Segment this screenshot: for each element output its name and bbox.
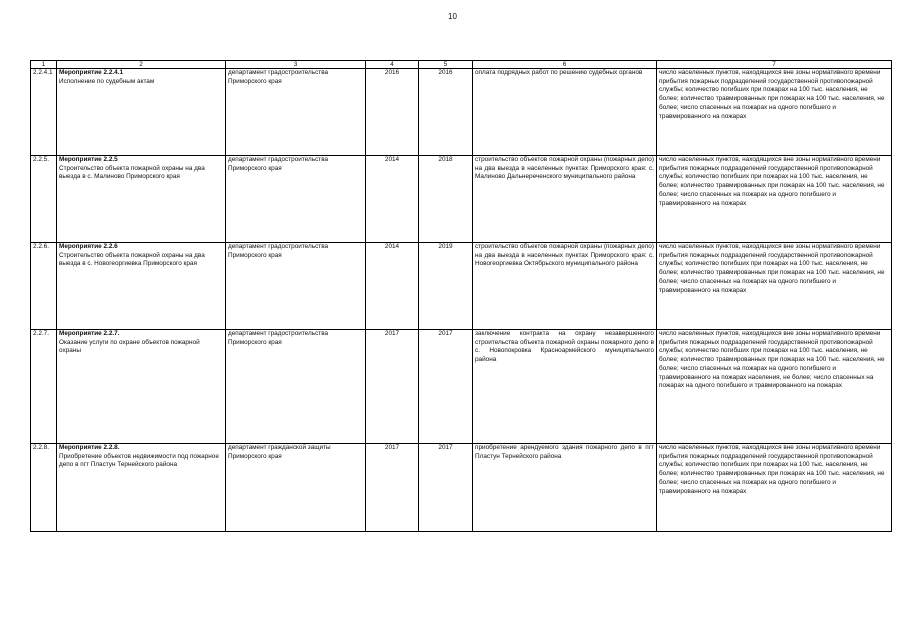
indicator: число населенных пунктов, находящихся вне зоны нормативного времени прибытия пожарных подразделений государственной противопожарной службы; количество погибших при пожарах на 100 тыс. населения, не более; количество травмированных при пожарах на 100 тыс. населения, не более; число спасенных на пожарах на одного погибшего и травмированного на пожарах (657, 156, 892, 243)
description: оплата подрядных работ по решению судебных органов (473, 69, 657, 156)
end-year: 2017 (419, 444, 473, 532)
measure-cell (57, 156, 226, 243)
header-cell: 3 (226, 61, 366, 69)
table-row (31, 69, 892, 156)
indicator: число населенных пунктов, находящихся вне зоны нормативного времени прибытия пожарных подразделений государственной противопожарной службы; количество погибших при пожарах на 100 тыс. населения, не более; количество травмированных при пожарах на 100 тыс. населения, не более; число спасенных на пожарах на одного погибшего и травмированного на пожарах населения, не более; число спасенных на пожарах на одного погибшего и травмированного на пожарах (657, 330, 892, 444)
measure-cell (57, 330, 226, 444)
measure-title: Мероприятие 2.2.8. (59, 444, 120, 451)
header-cell: 4 (366, 61, 419, 69)
row-number: 2.2.6. (31, 243, 57, 330)
header-cell: 1 (31, 61, 57, 69)
measure-title: Мероприятие 2.2.6 (59, 243, 118, 250)
table-row (31, 156, 892, 243)
end-year: 2018 (419, 156, 473, 243)
measure-title: Мероприятие 2.2.4.1 (59, 69, 124, 76)
row-number: 2.2.8. (31, 444, 57, 532)
row-number: 2.2.7. (31, 330, 57, 444)
page-number: 10 (448, 12, 457, 21)
measures-table (30, 60, 892, 532)
measure-title: Мероприятие 2.2.7. (59, 330, 120, 337)
header-row (31, 61, 892, 69)
measure-subtitle: Исполнение по судебным актам (59, 77, 155, 85)
end-year: 2017 (419, 330, 473, 444)
description: заключение контракта на охрану незавершенного строительства объекта пожарной охраны пожарного депо в с. Новопокровка Красноармейского муниципального района (473, 330, 657, 444)
header-cell: 2 (57, 61, 226, 69)
start-year: 2017 (366, 330, 419, 444)
table-row (31, 330, 892, 444)
measure-title: Мероприятие 2.2.5 (59, 156, 118, 163)
indicator: число населенных пунктов, находящихся вне зоны нормативного времени прибытия пожарных подразделений государственной противопожарной службы; количество погибших при пожарах на 100 тыс. населения, не более; количество травмированных при пожарах на 100 тыс. населения, не более; число спасенных на пожарах на одного погибшего и травмированного на пожарах (657, 444, 892, 532)
row-number: 2.2.4.1 (31, 69, 57, 156)
department: департамент градостроительства Приморского края (226, 69, 366, 156)
measure-subtitle: Строительство объекта пожарной охраны на два выезда в с. Новогеоргиевка Приморского края (59, 251, 205, 268)
measure-cell (57, 243, 226, 330)
measure-subtitle: Приобретение объектов недвижимости под пожарное депо в пгт Пластун Тернейского района (59, 452, 219, 469)
header-cell: 5 (419, 61, 473, 69)
start-year: 2016 (366, 69, 419, 156)
department: департамент градостроительства Приморского края (226, 330, 366, 444)
description: строительство объектов пожарной охраны (пожарных депо) на два выезда в населенных пунктах Приморского края: с. Новогеоргиевка Октябрьского муниципального района (473, 243, 657, 330)
description: строительство объектов пожарной охраны (пожарных депо) на два выезда в населенных пунктах Приморского края: с. Малиново Дальнереченского муниципального района (473, 156, 657, 243)
header-cell: 7 (657, 61, 892, 69)
row-number: 2.2.5. (31, 156, 57, 243)
department: департамент градостроительства Приморского края (226, 156, 366, 243)
indicator: число населенных пунктов, находящихся вне зоны нормативного времени прибытия пожарных подразделений государственной противопожарной службы; количество погибших при пожарах на 100 тыс. населения, не более; количество травмированных при пожарах на 100 тыс. населения, не более; число спасенных на пожарах на одного погибшего и травмированного на пожарах (657, 69, 892, 156)
start-year: 2014 (366, 243, 419, 330)
end-year: 2019 (419, 243, 473, 330)
table-row (31, 243, 892, 330)
measure-subtitle: Строительство объекта пожарной охраны на два выезда в с. Малиново Приморского края (59, 164, 205, 181)
header-cell: 6 (473, 61, 657, 69)
table-row (31, 444, 892, 532)
department: департамент гражданской защиты Приморского края (226, 444, 366, 532)
measure-subtitle: Оказание услуги по охране объектов пожарной охраны (59, 338, 200, 355)
department: департамент градостроительства Приморского края (226, 243, 366, 330)
indicator: число населенных пунктов, находящихся вне зоны нормативного времени прибытия пожарных подразделений государственной противопожарной службы; количество погибших при пожарах на 100 тыс. населения, не более; количество травмированных при пожарах на 100 тыс. населения, не более; число спасенных на пожарах на одного погибшего и травмированного на пожарах (657, 243, 892, 330)
start-year: 2017 (366, 444, 419, 532)
measure-cell (57, 444, 226, 532)
start-year: 2014 (366, 156, 419, 243)
description: приобретение арендуемого здания пожарного депо в пгт Пластун Тернейского района (473, 444, 657, 532)
measure-cell (57, 69, 226, 156)
end-year: 2016 (419, 69, 473, 156)
